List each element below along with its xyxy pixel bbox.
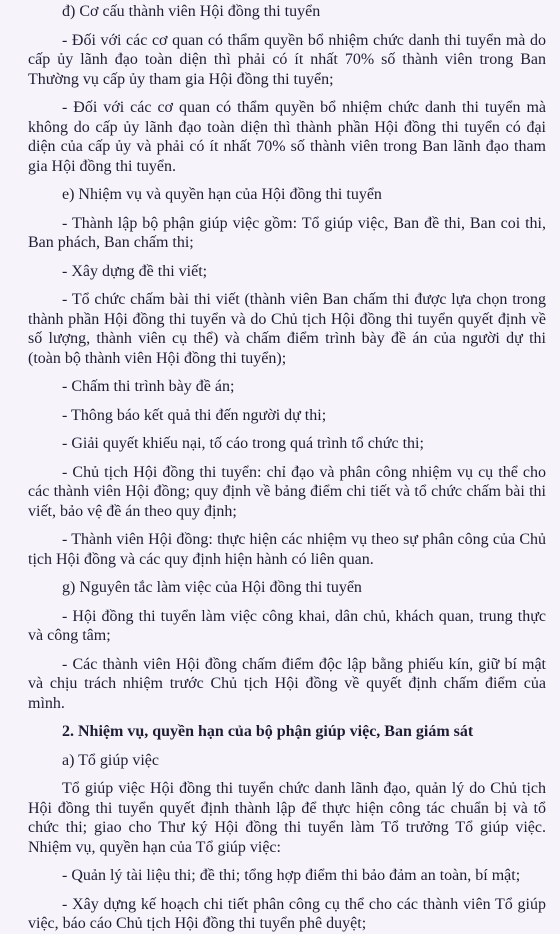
paragraph: - Giải quyết khiếu nại, tố cáo trong quá trình tổ chức thi; [62,435,424,452]
paragraph: - Tổ chức chấm bài thi viết (thành viên Ban chấm thi được lựa chọn trong thành phần Hội đồng thi tuyển và do Chủ tịch Hội đồng thi tuyển quyết định về số lượng, thành viên cụ thể) và chấm điểm trình bày đề án của người dự thi (toàn bộ thành viên Hội đồng thi tuyển); [28,291,546,367]
paragraph: - Thông báo kết quả thi đến người dự thi; [62,406,327,424]
section-heading-g: g) Nguyên tắc làm việc của Hội đồng thi tuyển [62,579,362,596]
paragraph: - Quản lý tài liệu thi; đề thi; tổng hợp điểm thi bảo đảm an toàn, bí mật; [62,867,521,884]
section-heading-a: a) Tổ giúp việc [62,751,160,769]
paragraph: - Đối với các cơ quan có thẩm quyền bổ nhiệm chức danh thi tuyển mà do cấp ủy lãnh đạo toàn diện thì phải có ít nhất 70% số thành viên trong Ban Thường vụ cấp ủy tham gia Hội đồng thi tuyển; [28,31,546,88]
paragraph: - Xây dựng kế hoạch chi tiết phân công cụ thể cho các thành viên Tổ giúp việc, báo cáo Chủ tịch Hội đồng thi tuyển phê duyệt; [28,895,546,932]
paragraph: - Xây dựng đề thi viết; [62,262,208,280]
paragraph: - Chấm thi trình bày đề án; [62,378,235,395]
paragraph: - Hội đồng thi tuyển làm việc công khai, dân chủ, khách quan, trung thực và công tâm; [28,607,546,644]
paragraph: - Các thành viên Hội đồng chấm điểm độc lập bằng phiếu kín, giữ bí mật và chịu trách nhiệm trước Chủ tịch Hội đồng về quyết định chấm điểm của mình. [28,655,546,712]
section-heading-2: 2. Nhiệm vụ, quyền hạn của bộ phận giúp việc, Ban giám sát [62,723,474,740]
paragraph: - Chủ tịch Hội đồng thi tuyển: chỉ đạo và phân công nhiệm vụ cụ thể cho các thành viên Hội đồng; quy định về bảng điểm chi tiết và tổ chức chấm bài thi viết, bảo vệ đề án theo quy định; [28,463,546,520]
paragraph: - Thành viên Hội đồng: thực hiện các nhiệm vụ theo sự phân công của Chủ tịch Hội đồng và các quy định hiện hành có liên quan. [28,531,546,568]
section-heading-d: đ) Cơ cấu thành viên Hội đồng thi tuyển [62,3,321,20]
paragraph: - Đối với các cơ quan có thẩm quyền bổ nhiệm chức danh thi tuyển mà không do cấp ủy lãnh đạo toàn diện thì thành phần Hội đồng thi tuyển có đại diện của cấp ủy và phải có ít nhất 70% số thành viên trong Ban lãnh đạo tham gia Hội đồng thi tuyển. [28,99,546,175]
paragraph: - Thành lập bộ phận giúp việc gồm: Tổ giúp việc, Ban đề thi, Ban coi thi, Ban phách, Ban chấm thi; [28,214,546,251]
section-heading-e: e) Nhiệm vụ và quyền hạn của Hội đồng thi tuyển [62,186,382,203]
paragraph: Tổ giúp việc Hội đồng thi tuyển chức danh lãnh đạo, quản lý do Chủ tịch Hội đồng thi tuyển quyết định thành lập để thực hiện công tác chuẩn bị và tổ chức thi; giao cho Thư ký Hội đồng thi tuyển làm Tổ trưởng Tổ giúp việc. Nhiệm vụ, quyền hạn của Tổ giúp việc: [28,780,546,856]
